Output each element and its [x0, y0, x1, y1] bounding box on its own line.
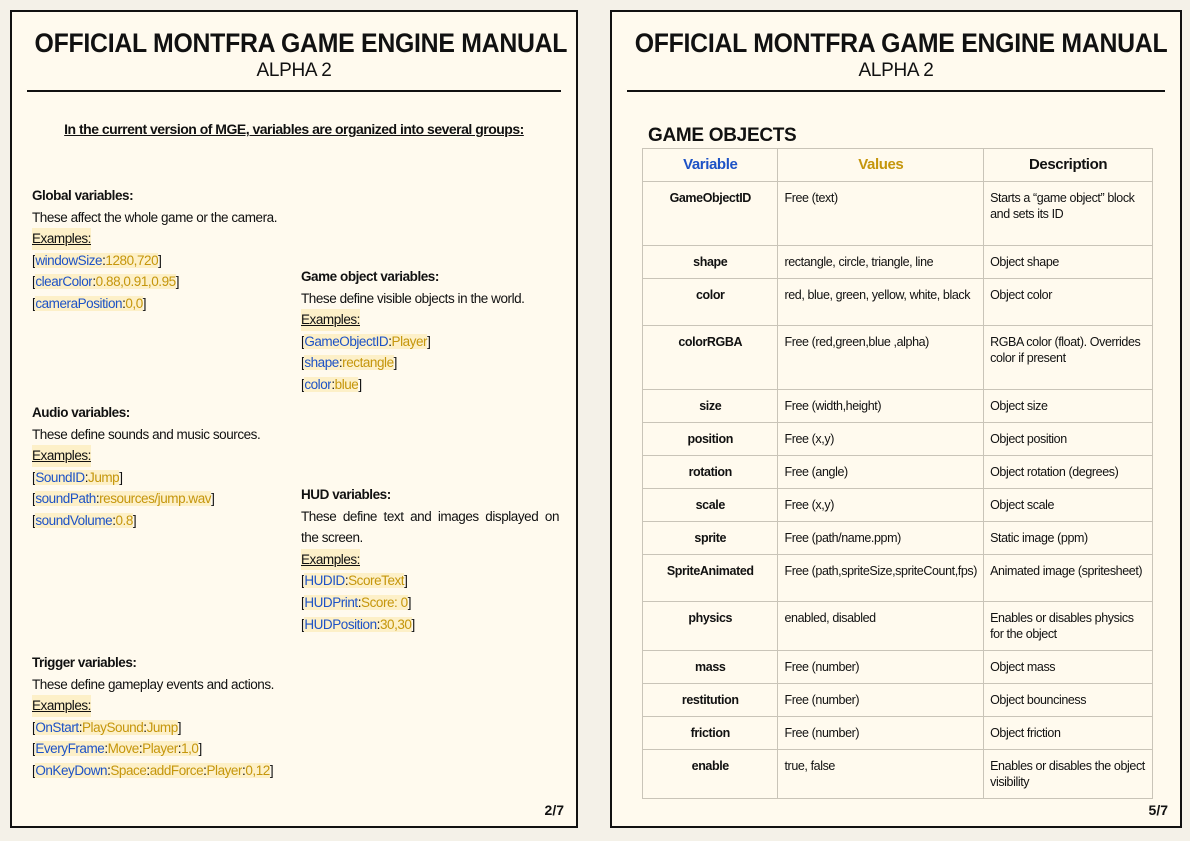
cell-values: Free (number): [778, 717, 984, 750]
cell-description: Static image (ppm): [984, 522, 1153, 555]
page-number: 2/7: [544, 802, 564, 818]
table-row: [643, 602, 1153, 651]
cell-values: Free (x,y): [778, 489, 984, 522]
separator: :: [84, 469, 89, 485]
examples-label-row: [32, 695, 274, 717]
cell-values: Free (number): [778, 684, 984, 717]
cell-values: Free (width,height): [778, 390, 984, 423]
cell-variable: friction: [643, 717, 778, 750]
example-line: [shape:rectangle]: [301, 355, 397, 371]
group-heading: Global variables:: [32, 188, 134, 203]
examples-label: Examples:: [301, 309, 360, 331]
group-heading: HUD variables:: [301, 487, 391, 502]
examples-label-row: [32, 228, 277, 250]
table-row: [643, 423, 1153, 456]
cell-variable: mass: [643, 651, 778, 684]
example-line: [clearColor:0.88,0.91,0.95]: [32, 274, 179, 290]
cell-description: Object scale: [984, 489, 1153, 522]
example-key: color: [304, 376, 332, 392]
group-heading: Trigger variables:: [32, 655, 137, 670]
example-value: Move: [107, 741, 139, 757]
separator: :: [95, 491, 100, 507]
cell-variable: size: [643, 390, 778, 423]
group-description: These affect the whole game or the camera.: [32, 209, 277, 225]
example-value: 1,0: [181, 741, 199, 757]
example-key: shape: [304, 355, 339, 371]
example-key: HUDID: [304, 573, 345, 589]
cell-values: enabled, disabled: [778, 602, 984, 651]
cell-description: Animated image (spritesheet): [984, 555, 1153, 602]
separator: :: [107, 762, 111, 778]
intro-text: In the current version of MGE, variables are organized into several groups:: [64, 121, 524, 137]
cell-values: Free (path/name.ppm): [778, 522, 984, 555]
cell-variable: sprite: [643, 522, 778, 555]
cell-variable: color: [643, 279, 778, 326]
example-value: PlaySound: [82, 719, 144, 735]
group-heading: Audio variables:: [32, 405, 130, 420]
cell-values: red, blue, green, yellow, white, black: [778, 279, 984, 326]
divider: [27, 90, 561, 92]
cell-variable: enable: [643, 750, 778, 799]
cell-values: Free (number): [778, 651, 984, 684]
cell-values: Free (path,spriteSize,spriteCount,fps): [778, 555, 984, 602]
manual-title: OFFICIAL MONTFRA GAME ENGINE MANUAL: [634, 28, 1168, 58]
cell-description: Starts a “game object” block and sets its ID: [984, 182, 1153, 246]
example-line: [OnKeyDown:Space:addForce:Player:0,12]: [32, 762, 274, 778]
cell-description: Object mass: [984, 651, 1153, 684]
table-row: [643, 684, 1153, 717]
example-line: [color:blue]: [301, 376, 362, 392]
cell-variable: rotation: [643, 456, 778, 489]
example-value: Player: [391, 333, 428, 349]
example-value: Space: [110, 762, 147, 778]
separator: :: [388, 333, 392, 349]
example-value: rectangle: [342, 355, 394, 371]
example-line: [cameraPosition:0,0]: [32, 295, 147, 311]
separator: :: [344, 573, 349, 589]
example-value: 0,0: [125, 295, 143, 311]
cell-values: rectangle, circle, triangle, line: [778, 246, 984, 279]
examples-label-row: [301, 549, 559, 571]
section-heading: GAME OBJECTS: [648, 125, 797, 146]
separator: :: [177, 741, 182, 757]
example-key: soundPath: [35, 491, 96, 507]
table-row: [643, 651, 1153, 684]
separator: :: [138, 741, 143, 757]
examples-label-row: [301, 309, 559, 331]
examples-label: Examples:: [32, 228, 91, 250]
table-row: [643, 750, 1153, 799]
table-row: [643, 182, 1153, 246]
example-key: HUDPosition: [304, 616, 377, 632]
example-value: 0.8: [115, 512, 133, 528]
table-row: [643, 522, 1153, 555]
cell-variable: physics: [643, 602, 778, 651]
example-value: 0,12: [245, 762, 270, 778]
game-objects-table: [642, 148, 1153, 799]
page-number: 5/7: [1148, 802, 1168, 818]
example-value: Jump: [88, 469, 120, 485]
cell-values: true, false: [778, 750, 984, 799]
example-key: cameraPosition: [35, 295, 123, 311]
example-value: ScoreText: [348, 573, 405, 589]
group-description: These define visible objects in the world.: [301, 290, 525, 306]
manual-page-5: [610, 10, 1182, 828]
separator: :: [143, 719, 147, 735]
group-description: These define text and images displayed on the screen.: [301, 508, 559, 546]
example-key: clearColor: [35, 274, 93, 290]
example-value: addForce: [149, 762, 204, 778]
cell-values: Free (x,y): [778, 423, 984, 456]
example-line: [HUDPosition:30,30]: [301, 616, 415, 632]
separator: :: [331, 376, 335, 392]
cell-variable: restitution: [643, 684, 778, 717]
divider: [627, 90, 1165, 92]
group-description: These define gameplay events and actions.: [32, 676, 274, 692]
cell-description: Enables or disables physics for the object: [984, 602, 1153, 651]
example-key: EveryFrame: [35, 741, 105, 757]
example-key: GameObjectID: [304, 333, 389, 349]
example-line: [HUDID:ScoreText]: [301, 573, 408, 589]
example-value: resources/jump.wav: [99, 491, 212, 507]
cell-variable: shape: [643, 246, 778, 279]
column-header-description: Description: [984, 149, 1153, 182]
example-line: [soundPath:resources/jump.wav]: [32, 491, 215, 507]
column-header-values: Values: [778, 149, 984, 182]
separator: :: [146, 762, 150, 778]
cell-description: Object size: [984, 390, 1153, 423]
example-value: 0.88,0.91,0.95: [95, 274, 176, 290]
table-row: [643, 717, 1153, 750]
manual-page-2: [10, 10, 578, 828]
example-line: [OnStart:PlaySound:Jump]: [32, 719, 182, 735]
cell-description: Object friction: [984, 717, 1153, 750]
manual-title: OFFICIAL MONTFRA GAME ENGINE MANUAL: [34, 28, 568, 58]
examples-label: Examples:: [32, 445, 91, 467]
separator: :: [338, 355, 343, 371]
separator: :: [102, 252, 106, 268]
variable-group-game-object: [301, 266, 559, 396]
cell-description: RGBA color (float). Overrides color if present: [984, 326, 1153, 390]
cell-description: Object shape: [984, 246, 1153, 279]
cell-values: Free (red,green,blue ,alpha): [778, 326, 984, 390]
cell-variable: colorRGBA: [643, 326, 778, 390]
separator: :: [242, 762, 246, 778]
table-row: [643, 246, 1153, 279]
separator: :: [357, 594, 362, 610]
example-key: soundVolume: [35, 512, 113, 528]
cell-description: Enables or disables the object visibility: [984, 750, 1153, 799]
cell-values: Free (angle): [778, 456, 984, 489]
example-key: windowSize: [35, 252, 103, 268]
cell-description: Object position: [984, 423, 1153, 456]
cell-values: Free (text): [778, 182, 984, 246]
example-line: [HUDPrint:Score: 0]: [301, 594, 412, 610]
separator: :: [104, 741, 108, 757]
cell-variable: scale: [643, 489, 778, 522]
example-line: [SoundID:Jump]: [32, 469, 123, 485]
example-key: SoundID: [35, 469, 85, 485]
separator: :: [78, 719, 82, 735]
cell-description: Object rotation (degrees): [984, 456, 1153, 489]
column-header-variable: Variable: [643, 149, 778, 182]
cell-description: Object color: [984, 279, 1153, 326]
separator: :: [203, 762, 207, 778]
table-row: [643, 279, 1153, 326]
table-row: [643, 326, 1153, 390]
group-description: These define sounds and music sources.: [32, 426, 261, 442]
example-line: [GameObjectID:Player]: [301, 333, 431, 349]
example-value: Jump: [146, 719, 178, 735]
examples-label: Examples:: [32, 695, 91, 717]
separator: :: [122, 295, 126, 311]
table-row: [643, 489, 1153, 522]
manual-subtitle: ALPHA 2: [256, 60, 332, 81]
examples-label-row: [32, 445, 260, 467]
cell-variable: GameObjectID: [643, 182, 778, 246]
example-value: 1280,720: [105, 252, 159, 268]
group-heading: Game object variables:: [301, 269, 439, 284]
example-line: [EveryFrame:Move:Player:1,0]: [32, 741, 202, 757]
example-value: Score: 0: [361, 594, 408, 610]
example-value: Player: [142, 741, 178, 757]
manual-subtitle: ALPHA 2: [858, 60, 934, 81]
variable-group-audio: [32, 402, 260, 532]
example-value: 30,30: [379, 616, 412, 632]
table-row: [643, 456, 1153, 489]
cell-variable: position: [643, 423, 778, 456]
variable-group-hud: [301, 484, 559, 635]
example-line: [soundVolume:0.8]: [32, 512, 137, 528]
example-value: Player: [206, 762, 243, 778]
examples-label: Examples:: [301, 549, 360, 571]
table-row: [643, 390, 1153, 423]
variable-group-global: [32, 185, 277, 315]
separator: :: [112, 512, 116, 528]
cell-variable: SpriteAnimated: [643, 555, 778, 602]
separator: :: [92, 274, 96, 290]
example-key: HUDPrint: [304, 594, 358, 610]
example-key: OnStart: [35, 719, 79, 735]
cell-description: Object bounciness: [984, 684, 1153, 717]
example-key: OnKeyDown: [35, 762, 108, 778]
variable-group-trigger: [32, 652, 274, 782]
separator: :: [376, 616, 380, 632]
example-line: [windowSize:1280,720]: [32, 252, 162, 268]
example-value: blue: [334, 376, 359, 392]
table-row: [643, 555, 1153, 602]
